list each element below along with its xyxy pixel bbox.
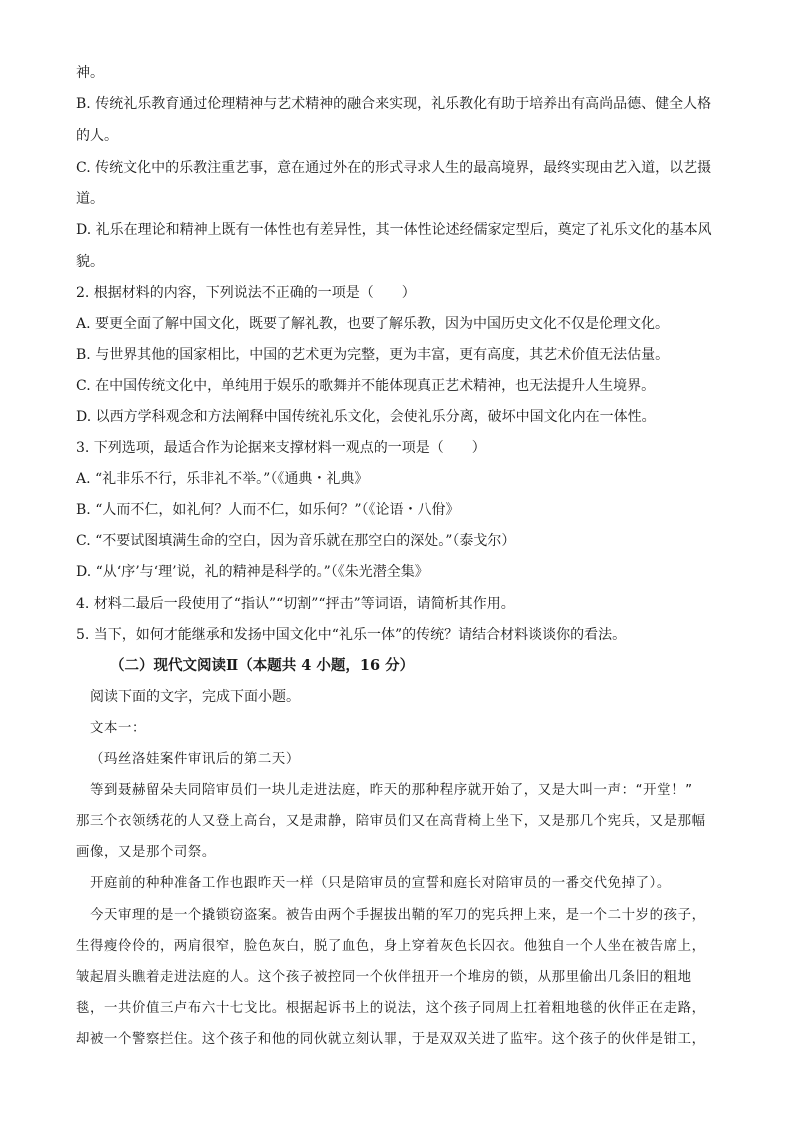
passage-line: 画像，又是那个司祭。	[76, 845, 216, 860]
passage-line: 今天审理的是一个撬锁窃盗案。被告由两个手握拔出鞘的军刀的宪兵押上来，是一个二十岁的孩子，	[90, 908, 706, 923]
text-label: 文本一：	[90, 721, 146, 736]
question-5: 5. 当下，如何才能继承和发扬中国文化中“礼乐一体”的传统？请结合材料谈谈你的看法。	[76, 627, 627, 643]
q2-option-d: D. 以西方学科观念和方法阐释中国传统礼乐文化，会使礼乐分离，破坏中国文化内在一体性。	[76, 409, 656, 425]
text-line: 的人。	[76, 128, 118, 144]
question-2: 2. 根据材料的内容，下列说法不正确的一项是（ ）	[76, 285, 416, 301]
q3-option-c: C. “不要试图填满生命的空白，因为音乐就在那空白的深处。”（泰戈尔）	[76, 533, 516, 549]
question-3: 3. 下列选项，最适合作为论据来支撑材料一观点的一项是（ ）	[76, 440, 486, 456]
passage-line: 那三个衣领绣花的人又登上高台，又是肃静，陪审员们又在高背椅上坐下，又是那几个宪兵，又是那幅	[76, 814, 706, 829]
option-c-line: C. 传统文化中的乐教注重艺事，意在通过外在的形式寻求人生的最高境界，最终实现由艺入道，以艺摄	[76, 160, 712, 176]
instruction-line: 阅读下面的文字，完成下面小题。	[90, 689, 300, 705]
question-4: 4. 材料二最后一段使用了“指认”“切割”“抨击”等词语，请简析其作用。	[76, 596, 515, 612]
q2-option-c: C. 在中国传统文化中，单纯用于娱乐的歌舞并不能体现真正艺术精神，也无法提升人生境界。	[76, 378, 656, 394]
text-line: 神。	[76, 65, 104, 81]
text-line: 貌。	[76, 254, 104, 270]
option-d-line: D. 礼乐在理论和精神上既有一体性也有差异性，其一体性论述经儒家定型后，奠定了礼乐文化的基本风	[76, 222, 712, 238]
passage-line: 等到聂赫留朵夫同陪审员们一块儿走进法庭，昨天的那种程序就开始了，又是大叫一声：“开堂！”	[90, 783, 693, 798]
passage-line: 生得瘦伶伶的，两肩很窄，脸色灰白，脱了血色，身上穿着灰色长囚衣。他独自一个人坐在被告席上，	[76, 939, 706, 954]
q2-option-a: A. 要更全面了解中国文化，既要了解礼教，也要了解乐教，因为中国历史文化不仅是伦理文化。	[76, 316, 670, 332]
text-line: 道。	[76, 191, 104, 207]
q3-option-d: D. “从‘序’与‘理’说，礼的精神是科学的。”（《朱光潜全集》	[76, 564, 429, 580]
q2-option-b: B. 与世界其他的国家相比，中国的艺术更为完整，更为丰富，更有高度，其艺术价值无法估量。	[76, 347, 670, 363]
q3-option-a: A. “礼非乐不行，乐非礼不举。”（《通典・礼典》	[76, 471, 369, 487]
passage-note: （玛丝洛娃案件审讯后的第二天）	[90, 752, 300, 767]
passage-line: 开庭前的种种准备工作也跟昨天一样（只是陪审员的宣誓和庭长对陪审员的一番交代免掉了）。	[90, 876, 671, 891]
section-heading: （二）现代文阅读Ⅱ（本题共 4 小题，16 分）	[110, 657, 415, 674]
passage-line: 毯，一共价值三卢布六十七戈比。根据起诉书上的说法，这个孩子同周上扛着粗地毯的伙伴正在走路，	[76, 1001, 706, 1016]
passage-line: 皱起眉头瞧着走进法庭的人。这个孩子被控同一个伙伴扭开一个堆房的锁，从那里偷出几条旧的粗地	[76, 970, 692, 985]
option-b-line: B. 传统礼乐教育通过伦理精神与艺术精神的融合来实现，礼乐教化有助于培养出有高尚品德、健全人格	[76, 96, 712, 112]
passage-line: 却被一个警察拦住。这个孩子和他的同伙就立刻认罪，于是双双关进了监牢。这个孩子的伙伴是钳工，	[76, 1032, 706, 1047]
q3-option-b: B. “人而不仁，如礼何？人而不仁，如乐何？”（《论语・八佾》	[76, 502, 460, 518]
